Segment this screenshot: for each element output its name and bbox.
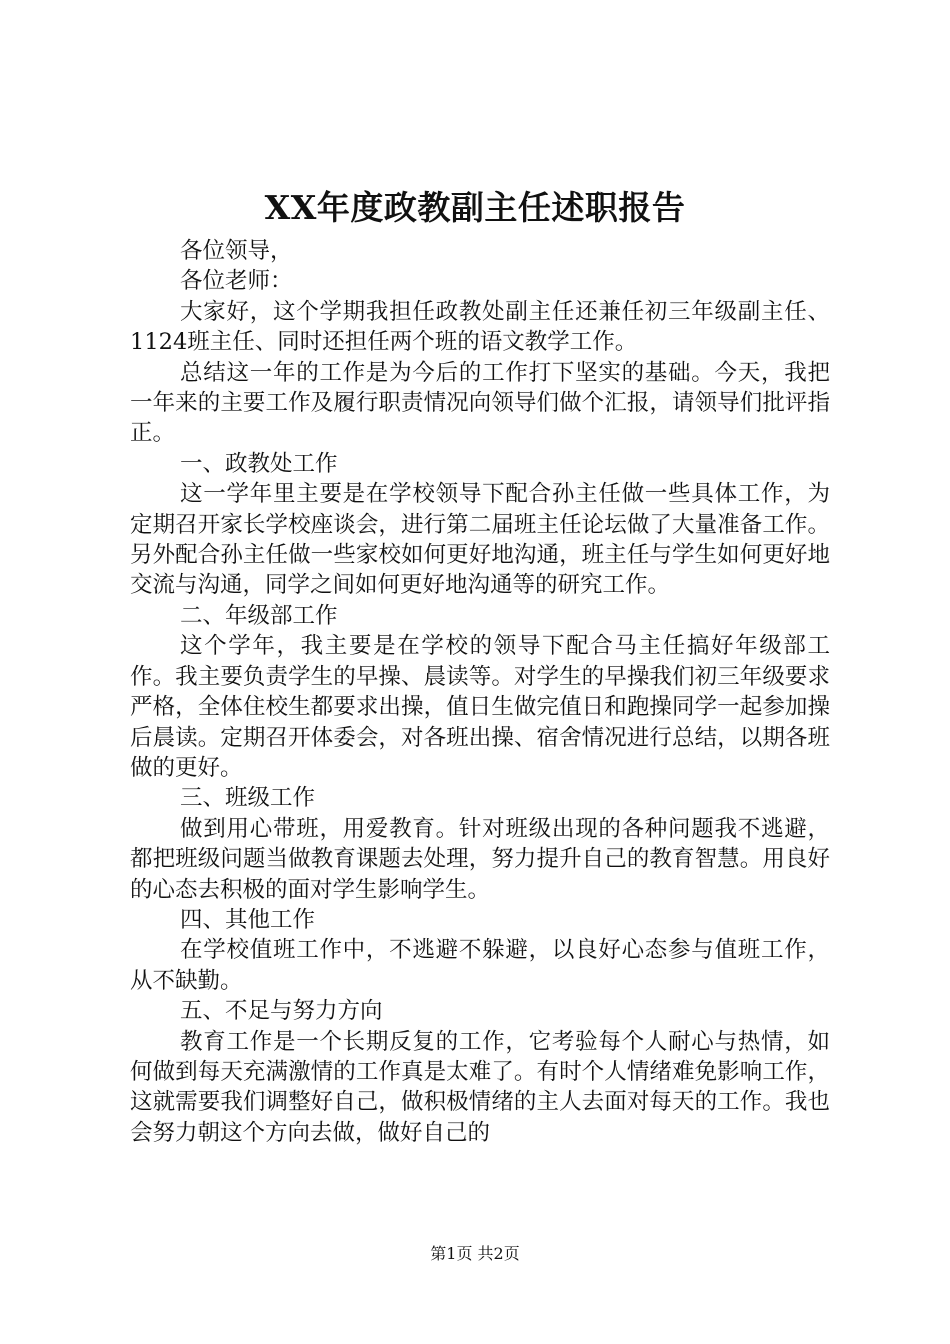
document-title: XX年度政教副主任述职报告 [264,188,686,227]
salutation-teachers: 各位老师： [180,268,293,295]
document-body [130,236,830,1148]
salutation-leaders: 各位领导， [180,238,293,264]
paragraph-section-5: 教育工作是一个长期反复的工作，它考验每个人耐心与热情，如何做到每天充满激情的工作真是太难了。有时个人情绪难免影响工作，这就需要我们调整好自己，做积极情绪的主人去面对每天的工作。我也会努力朝这个方向去做，做好自己的 [130,1028,830,1146]
paragraph-section-4: 在学校值班工作中，不逃避不躲避，以良好心态参与值班工作，从不缺勤。 [130,937,830,994]
section-heading-5: 五、不足与努力方向 [180,998,383,1025]
section-heading-2: 二、年级部工作 [180,602,338,629]
paragraph-section-1: 这一学年里主要是在学校领导下配合孙主任做一些具体工作，为定期召开家长学校座谈会，进行第二届班主任论坛做了大量准备工作。另外配合孙主任做一些家校如何更好地沟通，班主任与学生如何更好地交流与沟通，同学之间如何更好地沟通等的研究工作。 [130,481,830,599]
paragraph-section-3: 做到用心带班，用爱教育。针对班级出现的各种问题我不逃避，都把班级问题当做教育课题去处理，努力提升自己的教育智慧。用良好的心态去积极的面对学生影响学生。 [130,815,830,903]
paragraph-section-2: 这个学年，我主要是在学校的领导下配合马主任搞好年级部工作。我主要负责学生的早操、晨读等。对学生的早操我们初三年级要求严格，全体住校生都要求出操，值日生做完值日和跑操同学一起参加操后晨读。定期召开体委会，对各班出操、宿舍情况进行总结，以期各班做的更好。 [130,633,830,781]
page-footer: 第1页 共2页 [430,1244,520,1263]
section-heading-4: 四、其他工作 [180,906,316,933]
paragraph-summary: 总结这一年的工作是为今后的工作打下坚实的基础。今天，我把一年来的主要工作及履行职责情况向领导们做个汇报，请领导们批评指正。 [130,359,830,447]
section-heading-3: 三、班级工作 [180,785,316,812]
section-heading-1: 一、政教处工作 [180,450,338,477]
paragraph-intro: 大家好，这个学期我担任政教处副主任还兼任初三年级副主任、1124班主任、同时还担任两个班的语文教学工作。 [130,298,830,356]
